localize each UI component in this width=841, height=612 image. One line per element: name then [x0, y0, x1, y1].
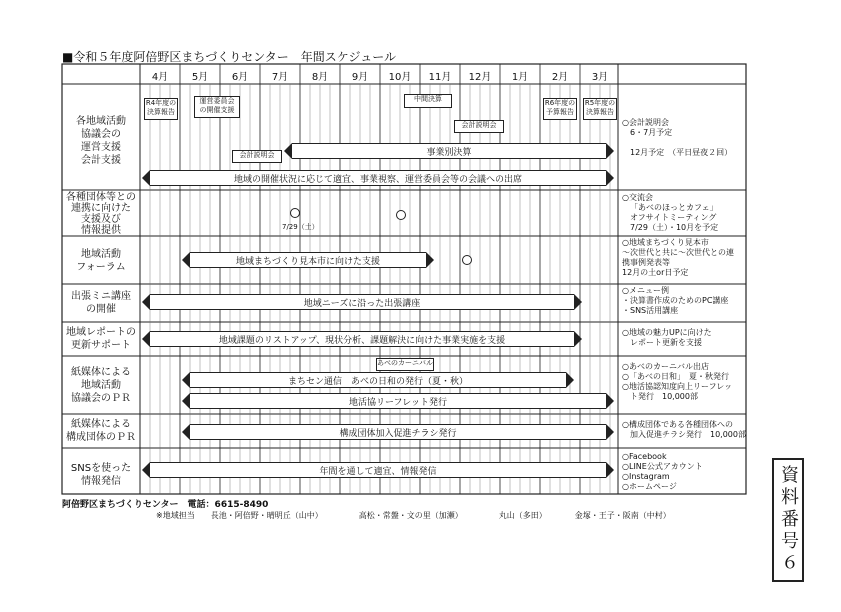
- note-line: オフサイトミーティング: [630, 213, 717, 222]
- note-line: ・決算書作成のためのPC講座: [622, 296, 729, 305]
- note-line: ○「あべの日和」 夏・秋発行: [622, 372, 729, 381]
- event-date-label: 7/29（土）: [282, 223, 319, 231]
- mini-seminar-bar: 地域ニーズに沿った出張講座: [150, 294, 574, 310]
- category-label: SNSを使った 情報発信: [70, 463, 132, 487]
- month-header: 1月: [511, 72, 529, 83]
- month-header: 4月: [151, 72, 169, 83]
- category-label: 地域活動 フォーラム: [76, 249, 126, 273]
- note-line: ・SNS活用講座: [622, 306, 679, 315]
- month-header: 7月: [271, 72, 289, 83]
- note-line: ○ホームページ: [622, 482, 677, 491]
- committee-support-box: 運営委員会 の開催支援: [194, 96, 240, 118]
- arrow-right-head: [426, 252, 434, 268]
- sns-bar: 年間を通して適宜、情報発信: [150, 462, 606, 478]
- settlement-bar: 事業別決算: [292, 143, 606, 159]
- newsletter-bar: まちセン通信 あべの日和の発行（夏・秋）: [190, 372, 566, 388]
- note-line: ○あべのカーニバル出店: [622, 362, 709, 371]
- note-line: ○Instagram: [622, 472, 670, 481]
- arrow-right-head: [606, 170, 614, 186]
- month-header: 5月: [191, 72, 209, 83]
- arrow-left-head: [182, 393, 190, 409]
- arrow-right-head: [574, 331, 582, 347]
- note-line: ～次世代と共に～次世代との連: [622, 248, 734, 257]
- arrow-right-head: [606, 143, 614, 159]
- r4-settlement-box: R4年度の 決算報告: [144, 98, 178, 120]
- month-header: 2月: [551, 72, 569, 83]
- arrow-right-head: [574, 294, 582, 310]
- note-line: ○LINE公式アカウント: [622, 462, 703, 471]
- month-header: 12月: [468, 72, 492, 83]
- note-line: 12月予定 （平日昼夜２回）: [630, 148, 733, 157]
- note-line: ○交流会: [622, 193, 653, 202]
- note-line: ○地域まちづくり見本市: [622, 238, 709, 247]
- arrow-left-head: [182, 372, 190, 388]
- staff-assignment: ※地域担当 長池・阿倍野・晴明丘（山中） 高松・常盤・文の里（加瀬） 丸山（多田） 金塚・王子・阪南（中村）: [156, 511, 671, 520]
- arrow-left-head: [142, 294, 150, 310]
- arrow-left-head: [182, 252, 190, 268]
- note-line: ○Facebook: [622, 452, 667, 461]
- note-line: ○地活協認知度向上リーフレッ: [622, 382, 733, 391]
- month-header: 10月: [388, 72, 412, 83]
- member-flyer-bar: 構成団体加入促進チラシ発行: [190, 424, 606, 440]
- report-support-bar: 地域課題のリストアップ、現状分析、課題解決に向けた事業実施を支援: [150, 331, 574, 347]
- note-line: ト発行 10,000部: [630, 392, 698, 401]
- note-line: 「あべのほっとカフェ」: [630, 203, 718, 212]
- note-line: ○会計説明会: [622, 118, 669, 127]
- arrow-left-head: [142, 331, 150, 347]
- arrow-left-head: [142, 170, 150, 186]
- accounting-session-box: 会計説明会: [232, 150, 282, 163]
- page-title: ■令和５年度阿倍野区まちづくりセンター 年間スケジュール: [62, 50, 397, 64]
- r6-budget-box: R6年度の 予算報告: [543, 98, 577, 120]
- category-label: 紙媒体による 地域活動 協議会のＰＲ: [71, 367, 131, 404]
- month-header: 9月: [351, 72, 369, 83]
- category-label: 出張ミニ講座 の開催: [71, 291, 131, 315]
- carnival-box: あべのカーニバル: [376, 358, 434, 371]
- leaflet-bar: 地活協リーフレット発行: [190, 393, 606, 409]
- forum-support-bar: 地域まちづくり見本市に向けた支援: [190, 252, 426, 268]
- note-line: ○構成団体である各種団体への: [622, 420, 733, 429]
- accounting-session-box: 会計説明会: [454, 120, 504, 133]
- month-header: 3月: [591, 72, 609, 83]
- category-label: 紙媒体による 構成団体のＰＲ: [66, 419, 136, 443]
- org-contact: 阿倍野区まちづくりセンター 電話：6615-8490: [62, 500, 269, 510]
- event-marker-icon: [462, 255, 472, 265]
- month-header: 11月: [428, 72, 452, 83]
- note-line: レポート更新を支援: [630, 338, 702, 347]
- month-header: 8月: [311, 72, 329, 83]
- note-line: 加入促進チラシ発行 10,000部: [630, 430, 746, 439]
- arrow-left-head: [182, 424, 190, 440]
- midterm-settlement-box: 中間決算: [404, 94, 452, 108]
- arrow-right-head: [606, 393, 614, 409]
- arrow-left-head: [142, 462, 150, 478]
- month-header: 6月: [231, 72, 249, 83]
- arrow-left-head: [284, 143, 292, 159]
- note-line: 携事例発表等: [622, 258, 670, 267]
- category-label: 各地域活動 協議会の 運営支援 会計支援: [76, 116, 126, 166]
- meeting-attendance-bar: 地域の開催状況に応じて適宜、事業視察、運営委員会等の会議への出席: [150, 170, 606, 186]
- r5-settlement-box: R5年度の 決算報告: [583, 98, 617, 120]
- category-label: 地域レポートの 更新サポート: [66, 327, 136, 351]
- note-line: ○地域の魅力UPに向けた: [622, 328, 712, 337]
- note-line: 6・7月予定: [630, 128, 673, 137]
- arrow-right-head: [606, 462, 614, 478]
- event-marker-icon: [290, 208, 300, 218]
- document-number-stamp: 資料番号６: [772, 458, 804, 582]
- arrow-right-head: [606, 424, 614, 440]
- note-line: 12月の土or日予定: [622, 268, 689, 277]
- note-line: ○メニュー例: [622, 286, 669, 295]
- event-marker-icon: [396, 210, 406, 220]
- note-line: 7/29（土）・10月を予定: [630, 223, 719, 232]
- category-label: 各種団体等との 連携に向けた 支援及び 情報提供: [66, 192, 136, 236]
- arrow-right-head: [566, 372, 574, 388]
